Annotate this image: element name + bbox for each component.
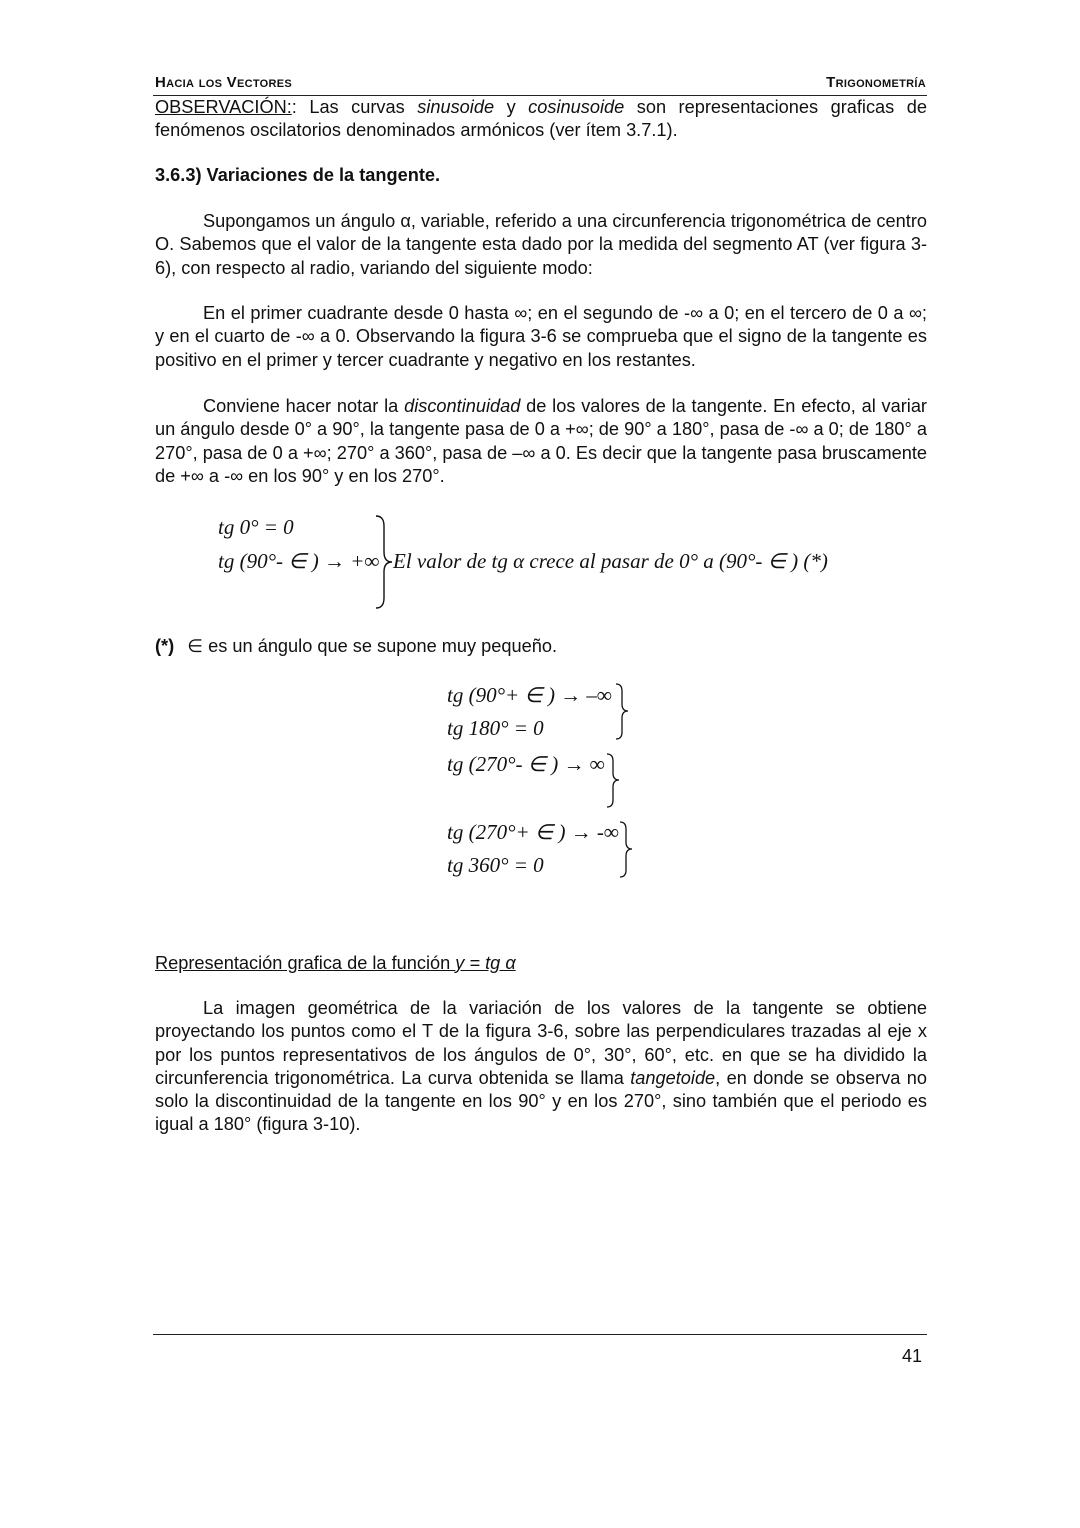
formula-2-line-1: tg (90°+ ∈ ) → –∞ xyxy=(447,683,612,707)
observacion-paragraph xyxy=(155,96,927,143)
observacion-text-2: y xyxy=(494,97,529,117)
subsection-heading xyxy=(155,953,516,974)
observacion-label: OBSERVACIÓN: xyxy=(155,97,292,117)
footnote-mark: (*) xyxy=(155,636,175,656)
observacion-text-1: : Las curvas xyxy=(291,97,418,117)
formula-2-line-3: tg (270°- ∈ ) → ∞ xyxy=(447,752,605,776)
formula-1-line-1: tg 0° = 0 xyxy=(218,515,294,539)
paragraph-4-text-1: La imagen geométrica de la variación de los valores de la tangente se obtiene proyectando los puntos como el T de la figura 3-6, sobre las perpendiculares trazadas al eje x por los puntos representativos de los ángulos de 0°, 30°, 60°, etc. en que se ha dividido la circunferencia trigonométrica. La curva obtenida se llama xyxy=(155,998,927,1088)
footer-rule xyxy=(153,1334,927,1335)
footnote-text: ∈ es un ángulo que se supone muy pequeño. xyxy=(187,636,558,656)
paragraph-3-text-1: Conviene hacer notar la xyxy=(203,396,405,416)
formula-1-line-2: tg (90°- ∈ ) → +∞ xyxy=(218,549,380,573)
paragraph-4-text-2: , en donde se observa no solo la discontinuidad de la tangente en los 90° y en los 270°, sino también que el periodo es igual a 180° (figura 3-10). xyxy=(155,1067,927,1135)
subsection-heading-text: Representación grafica de la función xyxy=(155,953,456,973)
formula-1-note: El valor de tg α crece al pasar de 0° a (90°- ∈ ) (*) xyxy=(393,549,828,573)
subsection-heading-formula: y = tg α xyxy=(455,953,516,973)
formula-2-brace-3 xyxy=(617,820,635,880)
paragraph-3 xyxy=(155,395,927,488)
page-number: 41 xyxy=(901,1346,922,1366)
paragraph-1: Supongamos un ángulo α, variable, referido a una circunferencia trigonométrica de centro O. Sabemos que el valor de la tangente esta dado por la medida del segmento AT (ver figura 3-6), con respecto al radio, variando del siguiente modo: xyxy=(155,211,927,278)
formula-2-line-4: tg (270°+ ∈ ) → -∞ xyxy=(447,820,619,844)
formula-2-line-5: tg 360° = 0 xyxy=(447,853,544,877)
observacion-term-sinusoide: sinusoide xyxy=(417,97,495,117)
footnote xyxy=(155,636,557,657)
observacion-text-3: son representaciones graficas de fenómenos oscilatorios denominados armónicos (ver ítem 3.7.1). xyxy=(155,97,927,141)
formula-2-line-2: tg 180° = 0 xyxy=(447,716,544,740)
formula-2-brace-1 xyxy=(613,682,631,742)
observacion-term-cosinusoide: cosinusoide xyxy=(528,97,625,117)
section-title: 3.6.3) Variaciones de la tangente. xyxy=(155,165,441,185)
paragraph-3-emphasis: discontinuidad xyxy=(404,396,521,416)
paragraph-2: En el primer cuadrante desde 0 hasta ∞; en el segundo de -∞ a 0; en el tercero de 0 a ∞; y en el cuarto de -∞ a 0. Observando la figura 3-6 se comprueba que el signo de la tangente es positivo en el primer y tercer cuadrante y negativo en los restantes. xyxy=(155,303,927,370)
formula-2-brace-2 xyxy=(604,752,622,810)
paragraph-4-emphasis: tangetoide xyxy=(630,1067,716,1088)
paragraph-3-text-2: de los valores de la tangente. En efecto, al variar un ángulo desde 0° a 90°, la tangente pasa de 0 a +∞; de 90° a 180°, pasa de -∞ a 0; de 180° a 270°, pasa de 0 a +∞; 270° a 360°, pasa de –∞ a 0. Es decir que la tangente pasa bruscamente de +∞ a -∞ en los 90° y en los 270°. xyxy=(155,396,927,486)
running-header-left: Hacia los Vectores xyxy=(155,74,293,91)
running-header-right: Trigonometría xyxy=(826,74,926,91)
paragraph-4 xyxy=(155,997,927,1137)
